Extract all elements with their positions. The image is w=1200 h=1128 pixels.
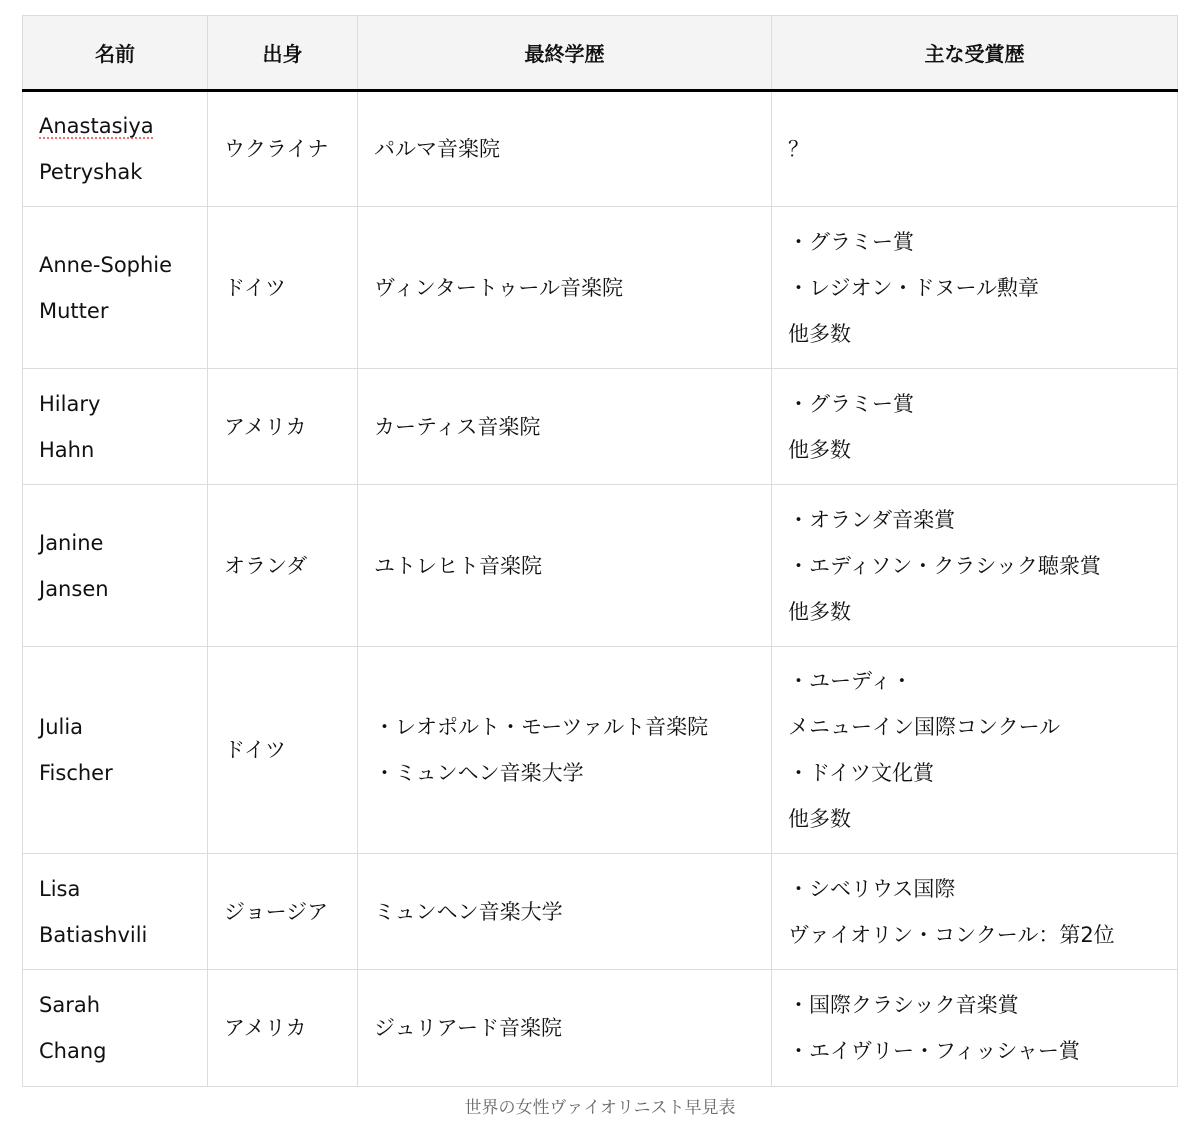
awards-line: メニューイン国際コンクール	[788, 715, 1061, 739]
table-row	[23, 369, 1178, 485]
name-line: Chang	[39, 1039, 107, 1063]
name-line: Sarah	[39, 993, 101, 1017]
origin-cell	[208, 647, 358, 854]
name-cell	[23, 485, 208, 647]
table-row	[23, 207, 1178, 369]
name-cell	[23, 647, 208, 854]
header-origin: 出身	[208, 16, 358, 91]
origin-line: ドイツ	[224, 275, 286, 300]
header-education: 最終学歴	[358, 16, 772, 91]
awards-line: ヴァイオリン・コンクール：第2位	[788, 922, 1115, 947]
awards-line: ・グラミー賞	[788, 229, 914, 254]
table-row	[23, 91, 1178, 207]
name-line: Batiashvili	[39, 922, 148, 947]
awards-cell	[772, 854, 1178, 970]
awards-line: ・グラミー賞	[788, 391, 914, 416]
name-line: Lisa	[39, 876, 81, 901]
name-cell	[23, 369, 208, 485]
origin-cell	[208, 207, 358, 369]
origin-line: ドイツ	[224, 738, 286, 762]
education-line: ヴィンタートゥール音楽院	[374, 275, 623, 300]
awards-line: ・レジオン・ドヌール勲章	[788, 275, 1040, 300]
awards-line: ・ドイツ文化賞	[788, 761, 934, 785]
awards-cell	[772, 91, 1178, 207]
education-cell	[358, 854, 772, 970]
awards-line: ・エディソン・クラシック聴衆賞	[788, 553, 1101, 578]
education-cell	[358, 970, 772, 1087]
name-line: Julia	[39, 715, 84, 739]
education-cell	[358, 369, 772, 485]
education-line: ユトレヒト音楽院	[374, 553, 542, 578]
name-line: Anne-Sophie	[39, 252, 173, 277]
awards-line: ・国際クラシック音楽賞	[788, 993, 1019, 1017]
name-cell	[23, 970, 208, 1087]
origin-line: アメリカ	[224, 1016, 307, 1040]
name-line: Fischer	[39, 761, 113, 785]
education-line: カーティス音楽院	[374, 414, 541, 439]
origin-cell	[208, 970, 358, 1087]
awards-cell	[772, 970, 1178, 1087]
awards-line: ？	[788, 137, 809, 161]
education-cell	[358, 207, 772, 369]
name-line: Hahn	[39, 437, 95, 462]
name-line: Jansen	[39, 576, 109, 601]
awards-cell	[772, 207, 1178, 369]
origin-line: ジョージア	[224, 899, 329, 924]
table-row	[23, 647, 1178, 854]
name-cell	[23, 91, 208, 207]
origin-line: オランダ	[224, 553, 308, 578]
education-line: ・ミュンヘン音楽大学	[374, 761, 584, 785]
origin-cell	[208, 854, 358, 970]
origin-line: ウクライナ	[224, 137, 329, 161]
awards-cell	[772, 647, 1178, 854]
awards-line: 他多数	[788, 437, 851, 462]
name-cell	[23, 854, 208, 970]
education-line: パルマ音楽院	[374, 137, 500, 161]
header-awards: 主な受賞歴	[772, 16, 1178, 91]
table-row	[23, 970, 1178, 1087]
origin-line: アメリカ	[224, 414, 307, 439]
awards-cell	[772, 369, 1178, 485]
education-line: ・レオポルト・モーツァルト音楽院	[374, 715, 709, 739]
name-line: Anastasiya	[39, 114, 154, 138]
name-cell	[23, 207, 208, 369]
header-name: 名前	[23, 16, 208, 91]
awards-line: 他多数	[788, 321, 851, 346]
awards-line: ・ユーディ・	[788, 669, 913, 693]
name-line: Petryshak	[39, 160, 143, 184]
education-line: ジュリアード音楽院	[374, 1016, 562, 1040]
education-line: ミュンヘン音楽大学	[374, 899, 563, 924]
awards-line: ・オランダ音楽賞	[788, 507, 956, 532]
name-line: Mutter	[39, 298, 109, 323]
name-line: Janine	[39, 530, 104, 555]
awards-cell	[772, 485, 1178, 647]
education-cell	[358, 485, 772, 647]
violinist-table	[22, 15, 1178, 1087]
header-row	[23, 16, 1178, 91]
table-row	[23, 485, 1178, 647]
name-line: Hilary	[39, 391, 101, 416]
awards-line: ・シベリウス国際	[788, 876, 956, 901]
education-cell	[358, 647, 772, 854]
awards-line: ・エイヴリー・フィッシャー賞	[788, 1039, 1080, 1063]
table-caption: 世界の女性ヴァイオリニスト早見表	[464, 1098, 736, 1118]
origin-cell	[208, 91, 358, 207]
awards-line: 他多数	[788, 807, 851, 831]
table-row	[23, 854, 1178, 970]
origin-cell	[208, 369, 358, 485]
education-cell	[358, 91, 772, 207]
awards-line: 他多数	[788, 599, 851, 624]
origin-cell	[208, 485, 358, 647]
